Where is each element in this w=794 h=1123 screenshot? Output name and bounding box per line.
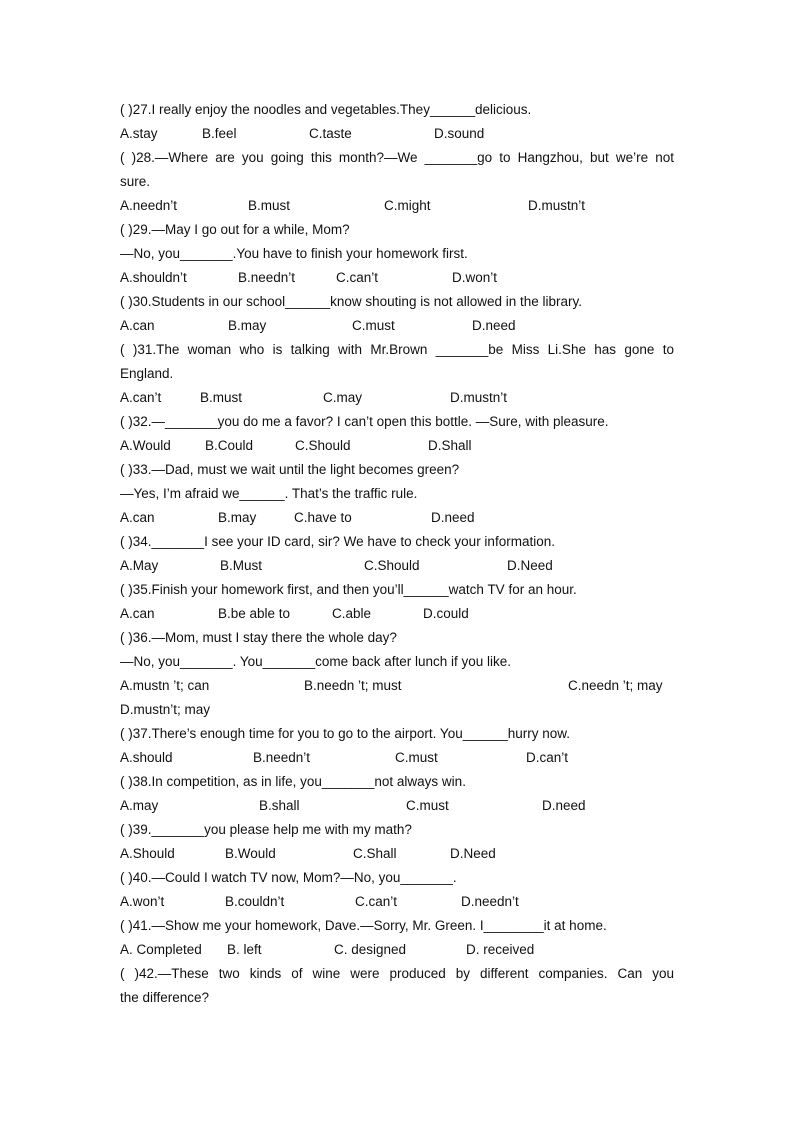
answer-option: B. left bbox=[227, 942, 262, 957]
answer-option: B.Must bbox=[220, 558, 263, 573]
question-line: D.mustn’t; may bbox=[120, 702, 211, 717]
answer-option: C.can’t bbox=[336, 270, 379, 285]
answer-option: C. designed bbox=[334, 942, 407, 957]
answer-option: A.Should bbox=[120, 846, 175, 861]
answer-option: B.must bbox=[248, 198, 291, 213]
answer-option: A.shouldn’t bbox=[120, 270, 187, 285]
answer-option: C.must bbox=[395, 750, 438, 765]
question-line: ( )32.—_______you do me a favor? I can’t open this bottle. —Sure, with pleasure. bbox=[120, 414, 609, 429]
answer-option: C.might bbox=[384, 198, 431, 213]
answer-option: D.mustn’t bbox=[450, 390, 508, 405]
answer-option: B.needn ’t; must bbox=[304, 678, 402, 693]
answer-option: D. received bbox=[466, 942, 535, 957]
answer-option: A.may bbox=[120, 798, 159, 813]
answer-option: A. Completed bbox=[120, 942, 202, 957]
answer-option: B.must bbox=[200, 390, 243, 405]
answer-option: A.can’t bbox=[120, 390, 162, 405]
question-line: ( )42.—These two kinds of wine were produced by different companies. Can you bbox=[120, 966, 674, 981]
answer-option: C.may bbox=[323, 390, 363, 405]
answer-option: C.Should bbox=[364, 558, 420, 573]
options-row bbox=[120, 674, 674, 698]
answer-option: D.Need bbox=[450, 846, 496, 861]
answer-option: D.mustn’t bbox=[528, 198, 586, 213]
question-line: ( )40.—Could I watch TV now, Mom?—No, you_______. bbox=[120, 870, 457, 885]
answer-option: A.can bbox=[120, 510, 155, 525]
answer-option: B.Could bbox=[205, 438, 254, 453]
answer-option: D.need bbox=[431, 510, 475, 525]
answer-option: A.mustn ’t; can bbox=[120, 678, 210, 693]
answer-option: D.sound bbox=[434, 126, 485, 141]
answer-option: C.able bbox=[332, 606, 372, 621]
answer-option: C.taste bbox=[309, 126, 352, 141]
options-row bbox=[120, 122, 674, 146]
answer-option: D.need bbox=[542, 798, 586, 813]
question-line: ( )34._______I see your ID card, sir? We have to check your information. bbox=[120, 534, 555, 549]
options-row bbox=[120, 554, 674, 578]
worksheet-page bbox=[120, 98, 674, 1010]
options-row bbox=[120, 386, 674, 410]
answer-option: D.needn’t bbox=[461, 894, 519, 909]
answer-option: A.won’t bbox=[120, 894, 165, 909]
question-line: ( )31.The woman who is talking with Mr.Brown _______be Miss Li.She has gone to bbox=[120, 342, 674, 357]
answer-option: C.can’t bbox=[355, 894, 398, 909]
answer-option: B.may bbox=[218, 510, 257, 525]
question-line: —Yes, I’m afraid we______. That’s the traffic rule. bbox=[120, 486, 418, 501]
options-row bbox=[120, 506, 674, 530]
answer-option: B.needn’t bbox=[253, 750, 311, 765]
answer-option: A.Would bbox=[120, 438, 171, 453]
answer-option: D.could bbox=[423, 606, 469, 621]
answer-option: B.couldn’t bbox=[225, 894, 285, 909]
answer-option: A.stay bbox=[120, 126, 158, 141]
answer-option: D.need bbox=[472, 318, 516, 333]
question-line: ( )29.—May I go out for a while, Mom? bbox=[120, 222, 350, 237]
answer-option: B.be able to bbox=[218, 606, 291, 621]
answer-option: C.must bbox=[406, 798, 449, 813]
question-line: ( )41.—Show me your homework, Dave.—Sorry, Mr. Green. I________it at home. bbox=[120, 918, 607, 933]
answer-option: C.Shall bbox=[353, 846, 397, 861]
answer-option: B.may bbox=[228, 318, 267, 333]
question-line: ( )33.—Dad, must we wait until the light becomes green? bbox=[120, 462, 460, 477]
answer-option: D.Need bbox=[507, 558, 553, 573]
answer-option: D.won’t bbox=[452, 270, 498, 285]
question-line: ( )27.I really enjoy the noodles and vegetables.They______delicious. bbox=[120, 102, 532, 117]
question-line: ( )39._______you please help me with my math? bbox=[120, 822, 412, 837]
options-row bbox=[120, 314, 674, 338]
question-line: sure. bbox=[120, 174, 151, 189]
answer-option: B.feel bbox=[202, 126, 237, 141]
question-line: ( )35.Finish your homework first, and then you’ll______watch TV for an hour. bbox=[120, 582, 577, 597]
options-row bbox=[120, 794, 674, 818]
answer-option: D.can’t bbox=[526, 750, 569, 765]
question-line: —No, you_______. You_______come back after lunch if you like. bbox=[120, 654, 512, 669]
options-row bbox=[120, 842, 674, 866]
options-row bbox=[120, 746, 674, 770]
question-line: ( )36.—Mom, must I stay there the whole day? bbox=[120, 630, 397, 645]
answer-option: A.May bbox=[120, 558, 159, 573]
question-line: ( )30.Students in our school______know shouting is not allowed in the library. bbox=[120, 294, 583, 309]
options-row bbox=[120, 890, 674, 914]
question-line: ( )38.In competition, as in life, you_______not always win. bbox=[120, 774, 466, 789]
question-line: England. bbox=[120, 366, 174, 381]
options-row bbox=[120, 434, 674, 458]
question-line: ( )37.There’s enough time for you to go to the airport. You______hurry now. bbox=[120, 726, 571, 741]
answer-option: A.can bbox=[120, 318, 155, 333]
answer-option: A.needn’t bbox=[120, 198, 178, 213]
options-row bbox=[120, 266, 674, 290]
answer-option: B.needn’t bbox=[238, 270, 296, 285]
answer-option: C.needn ’t; may bbox=[568, 678, 663, 693]
answer-option: D.Shall bbox=[428, 438, 472, 453]
question-line: the difference? bbox=[120, 990, 210, 1005]
options-row bbox=[120, 938, 674, 962]
answer-option: C.Should bbox=[295, 438, 351, 453]
answer-option: A.should bbox=[120, 750, 173, 765]
answer-option: B.shall bbox=[259, 798, 300, 813]
answer-option: A.can bbox=[120, 606, 155, 621]
options-row bbox=[120, 602, 674, 626]
question-line: —No, you_______.You have to finish your homework first. bbox=[120, 246, 468, 261]
answer-option: C.have to bbox=[294, 510, 352, 525]
answer-option: B.Would bbox=[225, 846, 276, 861]
options-row bbox=[120, 194, 674, 218]
question-line: ( )28.—Where are you going this month?—We _______go to Hangzhou, but we’re not bbox=[120, 150, 674, 165]
answer-option: C.must bbox=[352, 318, 395, 333]
